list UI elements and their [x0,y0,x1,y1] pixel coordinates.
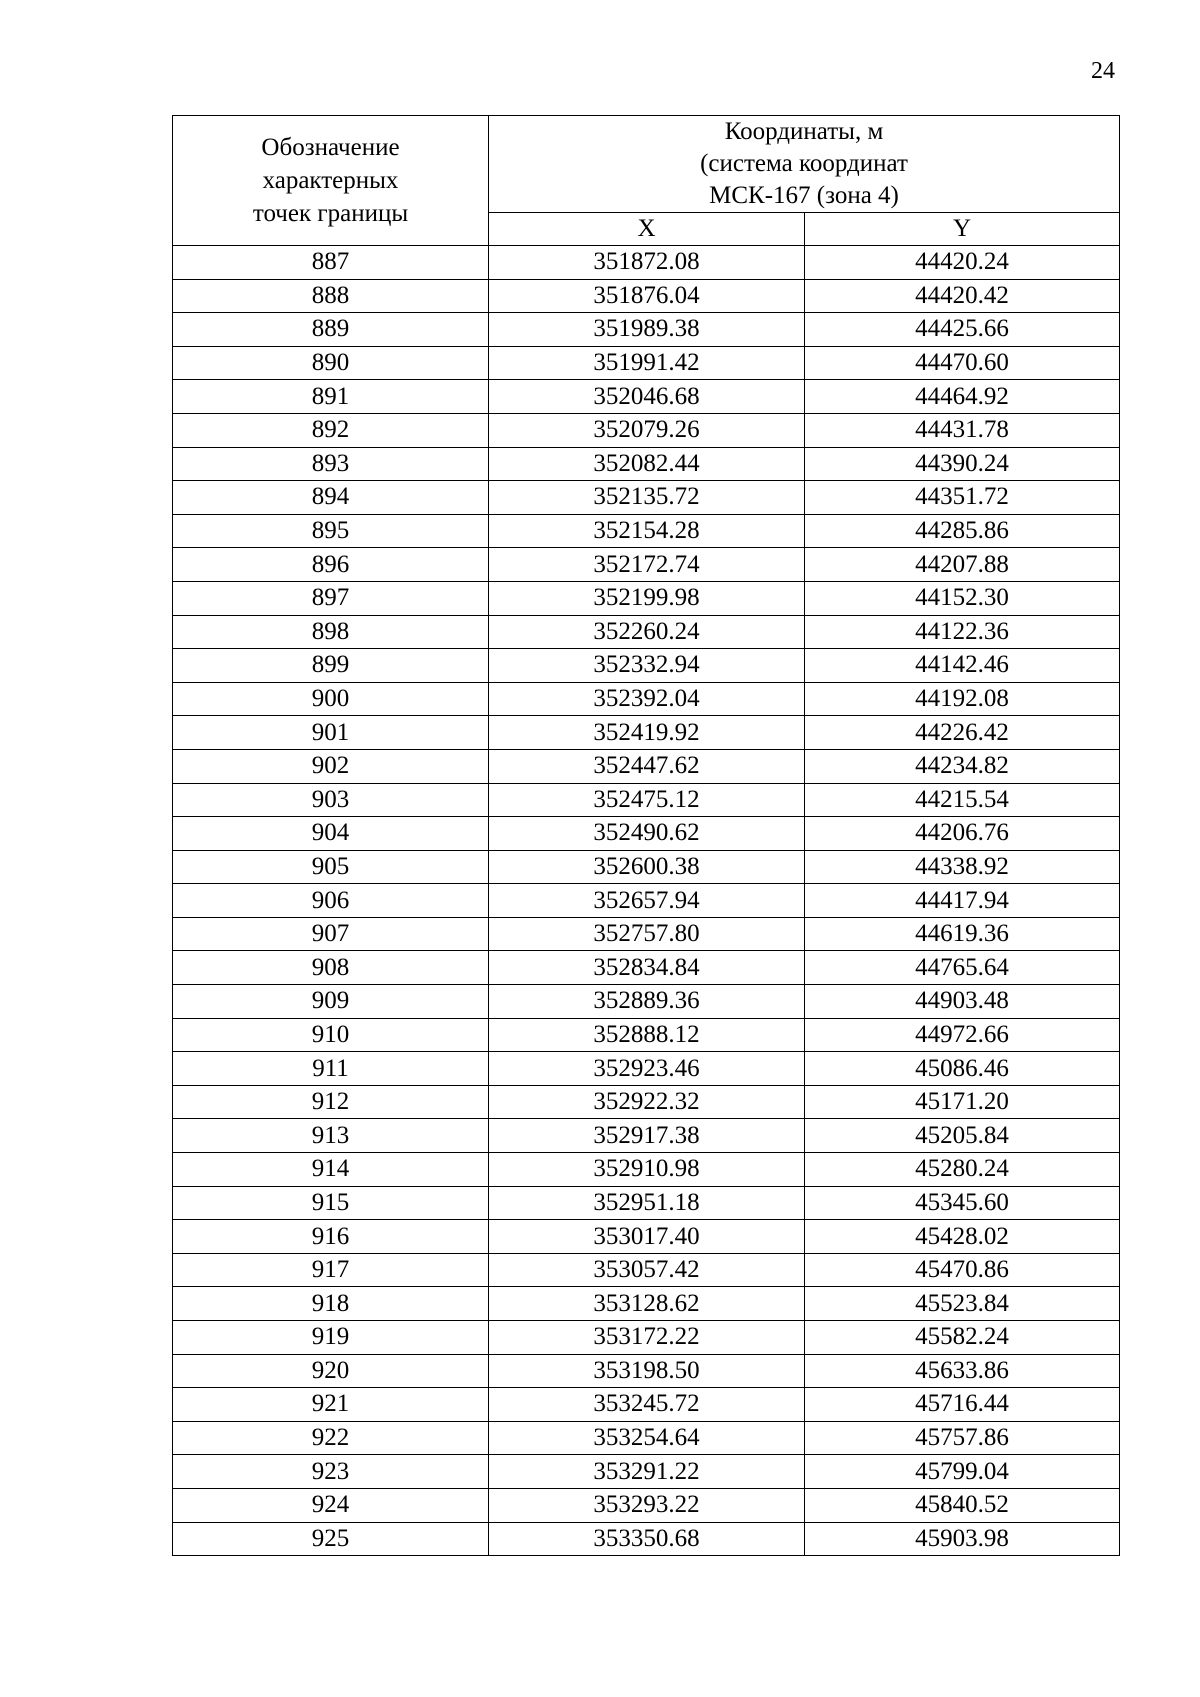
x-coordinate-cell: 352475.12 [489,783,805,817]
table-row [173,985,1120,1019]
point-cell: 893 [173,447,489,481]
table-row [173,1488,1120,1522]
y-coordinate-cell: 44420.24 [805,246,1120,280]
table-row [173,413,1120,447]
x-coordinate-cell: 352657.94 [489,884,805,918]
table-row [173,514,1120,548]
y-coordinate-cell: 44285.86 [805,514,1120,548]
point-cell: 891 [173,380,489,414]
point-cell: 921 [173,1388,489,1422]
point-header-line-1: Обозначение [261,134,400,161]
page-number: 24 [1091,58,1115,84]
table-header [173,116,1120,246]
table-row [173,481,1120,515]
y-coordinate-cell: 44234.82 [805,749,1120,783]
y-coordinate-cell: 44226.42 [805,716,1120,750]
coords-header-line-3: МСК-167 (зона 4) [709,182,899,209]
y-coordinate-cell: 45903.98 [805,1522,1120,1556]
y-coordinate-cell: 44207.88 [805,548,1120,582]
point-cell: 924 [173,1488,489,1522]
table-row [173,884,1120,918]
x-coordinate-cell: 351989.38 [489,313,805,347]
x-coordinate-cell: 351876.04 [489,279,805,313]
x-coordinate-cell: 352135.72 [489,481,805,515]
y-coordinate-cell: 44619.36 [805,917,1120,951]
point-cell: 894 [173,481,489,515]
point-cell: 920 [173,1354,489,1388]
point-cell: 901 [173,716,489,750]
y-coordinate-cell: 45840.52 [805,1488,1120,1522]
x-coordinate-cell: 353017.40 [489,1220,805,1254]
x-coordinate-cell: 352392.04 [489,682,805,716]
y-coordinate-cell: 45716.44 [805,1388,1120,1422]
table-row [173,1522,1120,1556]
table-row [173,279,1120,313]
table-row [173,1354,1120,1388]
coordinates-column-header [489,116,1120,213]
y-coordinate-cell: 45582.24 [805,1321,1120,1355]
x-coordinate-cell: 352447.62 [489,749,805,783]
y-coordinate-cell: 44351.72 [805,481,1120,515]
point-cell: 899 [173,649,489,683]
y-coordinate-cell: 45428.02 [805,1220,1120,1254]
table-row [173,380,1120,414]
table-row [173,1421,1120,1455]
x-coordinate-cell: 352079.26 [489,413,805,447]
x-coordinate-cell: 352260.24 [489,615,805,649]
y-coordinate-cell: 44470.60 [805,346,1120,380]
x-coordinate-cell: 352757.80 [489,917,805,951]
x-coordinate-cell: 352046.68 [489,380,805,414]
point-cell: 918 [173,1287,489,1321]
point-cell: 898 [173,615,489,649]
point-cell: 911 [173,1052,489,1086]
y-coordinate-cell: 45171.20 [805,1085,1120,1119]
x-coordinate-cell: 352917.38 [489,1119,805,1153]
point-cell: 892 [173,413,489,447]
table-row [173,1186,1120,1220]
point-cell: 889 [173,313,489,347]
point-cell: 888 [173,279,489,313]
table-row [173,581,1120,615]
y-coordinate-cell: 45799.04 [805,1455,1120,1489]
y-coordinate-cell: 44206.76 [805,817,1120,851]
table-row [173,783,1120,817]
table-body [173,246,1120,1556]
point-cell: 890 [173,346,489,380]
point-cell: 909 [173,985,489,1019]
y-coordinate-cell: 45345.60 [805,1186,1120,1220]
table-row [173,548,1120,582]
x-coordinate-cell: 353057.42 [489,1253,805,1287]
point-cell: 913 [173,1119,489,1153]
y-coordinate-cell: 44903.48 [805,985,1120,1019]
x-coordinate-cell: 352172.74 [489,548,805,582]
table-row [173,615,1120,649]
table-row [173,1052,1120,1086]
x-coordinate-cell: 352082.44 [489,447,805,481]
table-row [173,1018,1120,1052]
table-row [173,649,1120,683]
x-coordinate-cell: 353350.68 [489,1522,805,1556]
y-coordinate-cell: 44338.92 [805,850,1120,884]
point-column-header [173,116,489,246]
table-row [173,246,1120,280]
y-coordinate-cell: 44192.08 [805,682,1120,716]
x-coordinate-cell: 352154.28 [489,514,805,548]
point-cell: 912 [173,1085,489,1119]
table-row [173,1085,1120,1119]
table-row [173,951,1120,985]
y-coordinate-cell: 45280.24 [805,1153,1120,1187]
x-coordinate-cell: 353291.22 [489,1455,805,1489]
point-cell: 905 [173,850,489,884]
point-cell: 915 [173,1186,489,1220]
x-coordinate-cell: 352923.46 [489,1052,805,1086]
coords-header-line-1: Координаты, м [724,118,884,145]
x-coordinate-cell: 353128.62 [489,1287,805,1321]
y-coordinate-cell: 45086.46 [805,1052,1120,1086]
point-cell: 904 [173,817,489,851]
x-coordinate-cell: 353254.64 [489,1421,805,1455]
y-coordinate-cell: 45633.86 [805,1354,1120,1388]
y-coordinate-cell: 44425.66 [805,313,1120,347]
point-cell: 908 [173,951,489,985]
y-coordinate-cell: 44215.54 [805,783,1120,817]
y-column-header: Y [805,213,1120,246]
y-coordinate-cell: 45523.84 [805,1287,1120,1321]
y-coordinate-cell: 44431.78 [805,413,1120,447]
table-row [173,716,1120,750]
y-coordinate-cell: 44464.92 [805,380,1120,414]
table-row [173,346,1120,380]
table-row [173,749,1120,783]
point-cell: 895 [173,514,489,548]
y-coordinate-cell: 44142.46 [805,649,1120,683]
table-row [173,313,1120,347]
point-header-line-2: характерных [262,167,399,194]
table-row [173,817,1120,851]
x-coordinate-cell: 352600.38 [489,850,805,884]
table-row [173,1119,1120,1153]
x-coordinate-cell: 353198.50 [489,1354,805,1388]
y-coordinate-cell: 45470.86 [805,1253,1120,1287]
y-coordinate-cell: 45205.84 [805,1119,1120,1153]
point-cell: 919 [173,1321,489,1355]
point-cell: 906 [173,884,489,918]
coordinates-table [172,115,1120,1556]
point-cell: 917 [173,1253,489,1287]
y-coordinate-cell: 44152.30 [805,581,1120,615]
y-coordinate-cell: 44420.42 [805,279,1120,313]
table-row [173,1220,1120,1254]
y-coordinate-cell: 44390.24 [805,447,1120,481]
x-coordinate-cell: 353172.22 [489,1321,805,1355]
table-row [173,1388,1120,1422]
y-coordinate-cell: 44765.64 [805,951,1120,985]
point-cell: 907 [173,917,489,951]
point-cell: 916 [173,1220,489,1254]
table-row [173,917,1120,951]
y-coordinate-cell: 44972.66 [805,1018,1120,1052]
table-row [173,1253,1120,1287]
y-coordinate-cell: 44122.36 [805,615,1120,649]
x-column-header: X [489,213,805,246]
y-coordinate-cell: 44417.94 [805,884,1120,918]
point-cell: 914 [173,1153,489,1187]
point-cell: 910 [173,1018,489,1052]
x-coordinate-cell: 352888.12 [489,1018,805,1052]
point-cell: 925 [173,1522,489,1556]
x-coordinate-cell: 352332.94 [489,649,805,683]
x-coordinate-cell: 352922.32 [489,1085,805,1119]
table-row [173,1455,1120,1489]
point-cell: 903 [173,783,489,817]
x-coordinate-cell: 352419.92 [489,716,805,750]
table-row [173,850,1120,884]
table-row [173,682,1120,716]
x-coordinate-cell: 352889.36 [489,985,805,1019]
y-coordinate-cell: 45757.86 [805,1421,1120,1455]
point-cell: 900 [173,682,489,716]
table-row [173,1321,1120,1355]
x-coordinate-cell: 352951.18 [489,1186,805,1220]
point-cell: 896 [173,548,489,582]
table-row [173,447,1120,481]
x-coordinate-cell: 352490.62 [489,817,805,851]
x-coordinate-cell: 353293.22 [489,1488,805,1522]
point-cell: 922 [173,1421,489,1455]
point-cell: 902 [173,749,489,783]
point-cell: 897 [173,581,489,615]
point-header-line-3: точек границы [252,200,409,227]
table-row [173,1287,1120,1321]
table-row [173,1153,1120,1187]
point-cell: 887 [173,246,489,280]
x-coordinate-cell: 351872.08 [489,246,805,280]
x-coordinate-cell: 352199.98 [489,581,805,615]
coords-header-line-2: (система координат [700,150,908,177]
x-coordinate-cell: 351991.42 [489,346,805,380]
x-coordinate-cell: 352910.98 [489,1153,805,1187]
x-coordinate-cell: 352834.84 [489,951,805,985]
point-cell: 923 [173,1455,489,1489]
x-coordinate-cell: 353245.72 [489,1388,805,1422]
